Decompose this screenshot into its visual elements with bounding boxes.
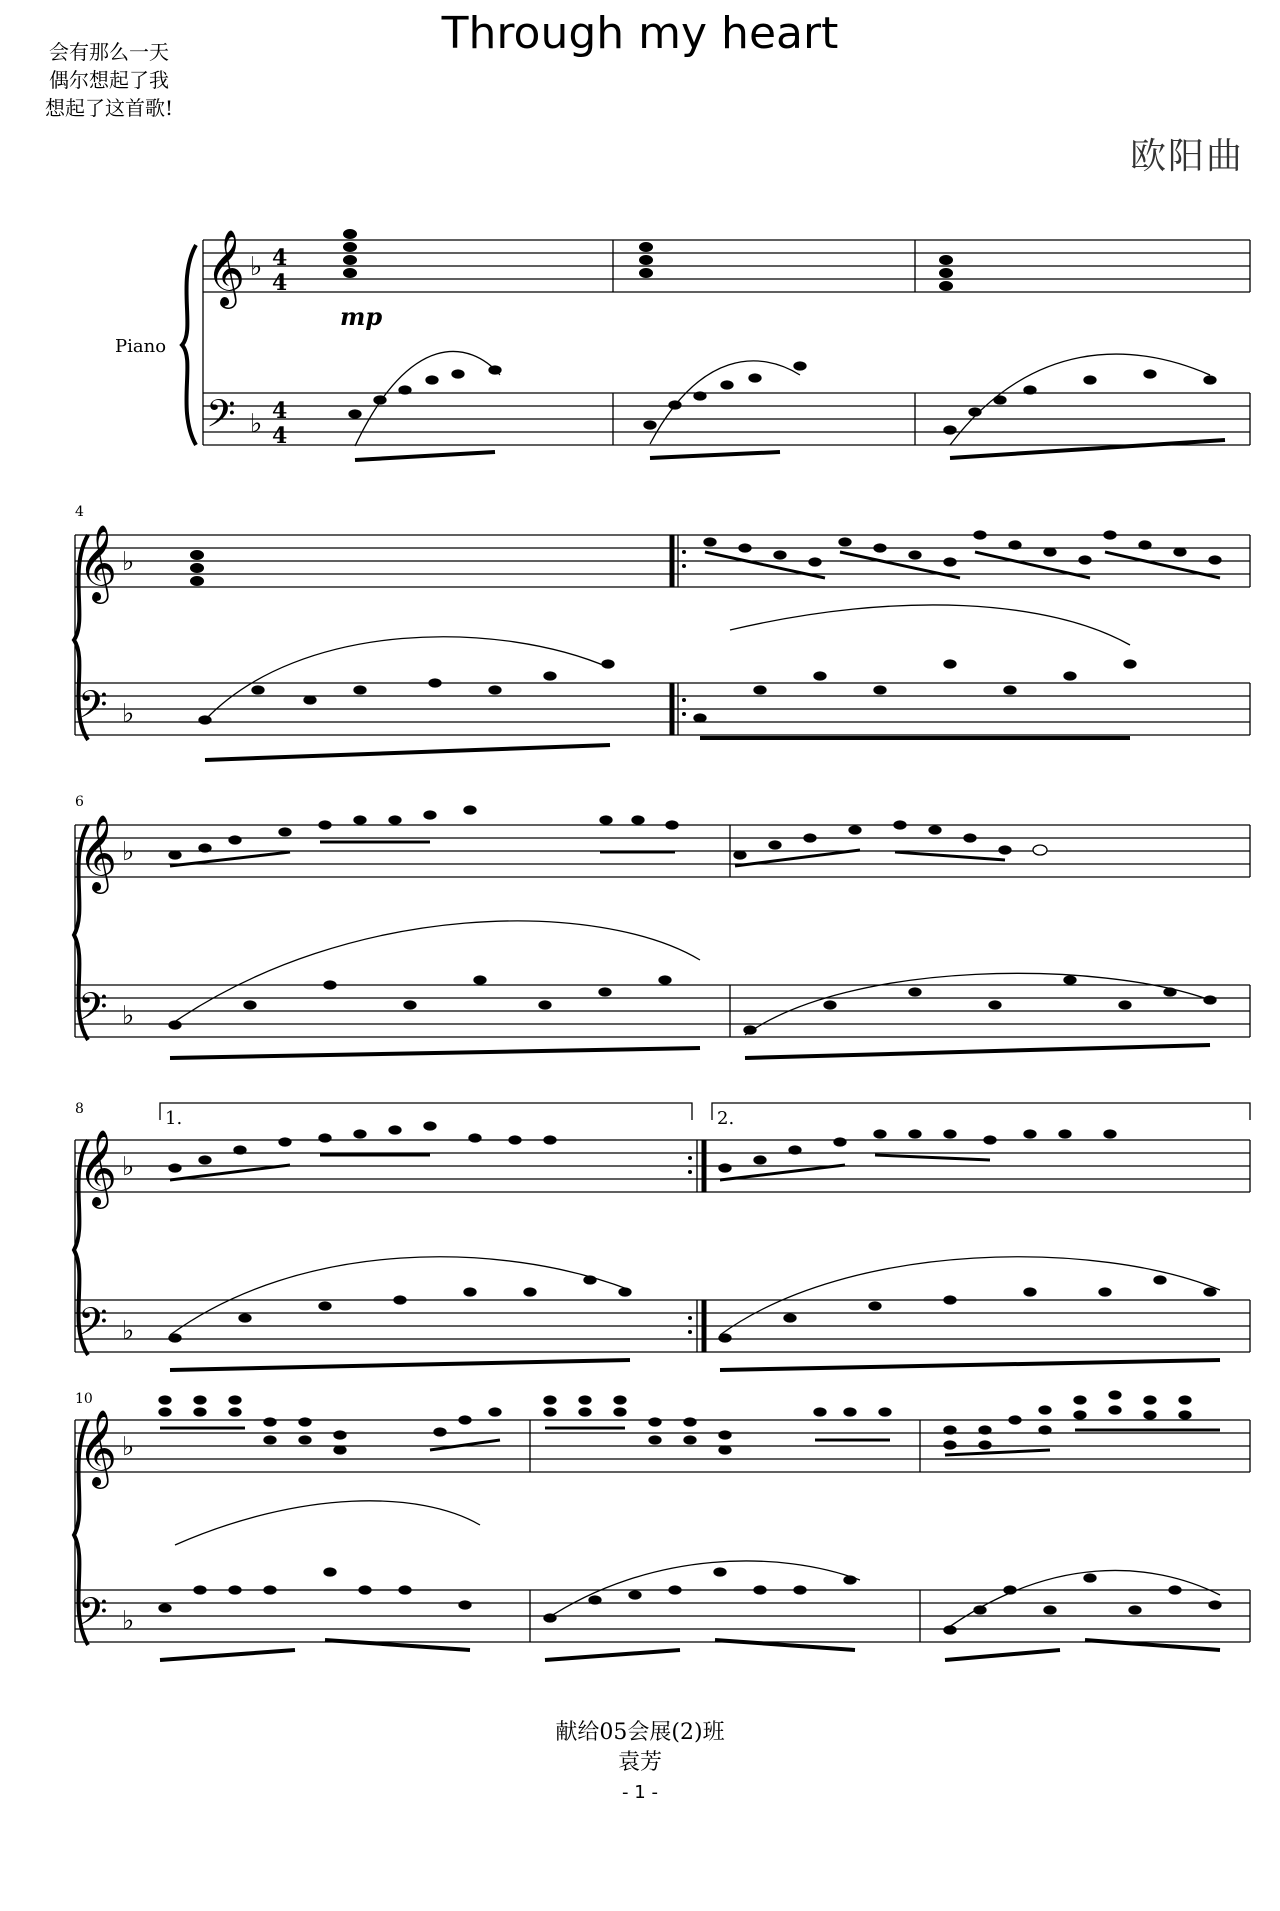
system-2 bbox=[74, 504, 1250, 760]
dedication-line: 想起了这首歌! bbox=[44, 96, 174, 120]
bass-clef-icon: 𝄢 bbox=[78, 1299, 108, 1353]
bass-clef-icon: 𝄢 bbox=[78, 984, 108, 1038]
flat-icon: ♭ bbox=[122, 547, 135, 577]
measure-number: 6 bbox=[75, 794, 84, 810]
time-signature-top: 4 bbox=[272, 398, 288, 424]
flat-icon: ♭ bbox=[122, 699, 135, 729]
dynamic-marking: mp bbox=[340, 302, 383, 331]
flat-icon: ♭ bbox=[122, 1606, 135, 1636]
bass-clef-icon: 𝄢 bbox=[78, 1589, 108, 1643]
flat-icon: ♭ bbox=[122, 837, 135, 867]
instrument-label: Piano bbox=[115, 336, 167, 357]
measure-number: 4 bbox=[75, 504, 84, 520]
flat-icon: ♭ bbox=[122, 1432, 135, 1462]
time-signature-bottom: 4 bbox=[272, 270, 288, 296]
time-signature-top: 4 bbox=[272, 245, 288, 271]
page-number: - 1 - bbox=[622, 1782, 658, 1803]
flat-icon: ♭ bbox=[250, 252, 263, 282]
treble-clef-icon: 𝄞 bbox=[206, 229, 246, 306]
treble-clef-icon: 𝄞 bbox=[78, 524, 118, 601]
volta-2-label: 2. bbox=[717, 1108, 735, 1129]
bass-clef-icon: 𝄢 bbox=[78, 682, 108, 736]
system-1 bbox=[115, 229, 1250, 460]
measure-number: 10 bbox=[75, 1391, 93, 1407]
dedication-line: 会有那么一天 bbox=[49, 40, 169, 64]
flat-icon: ♭ bbox=[122, 1152, 135, 1182]
score-title: Through my heart bbox=[441, 8, 839, 59]
treble-clef-icon: 𝄞 bbox=[78, 1409, 118, 1486]
flat-icon: ♭ bbox=[250, 409, 263, 439]
treble-clef-icon: 𝄞 bbox=[78, 1129, 118, 1206]
volta-1-label: 1. bbox=[165, 1108, 183, 1129]
system-3 bbox=[74, 794, 1250, 1058]
flat-icon: ♭ bbox=[122, 1001, 135, 1031]
system-4 bbox=[74, 1101, 1250, 1370]
page-footer bbox=[0, 1718, 1280, 1808]
treble-clef-icon: 𝄞 bbox=[78, 814, 118, 891]
flat-icon: ♭ bbox=[122, 1316, 135, 1346]
time-signature-bottom: 4 bbox=[272, 423, 288, 449]
dedication-line: 偶尔想起了我 bbox=[49, 68, 169, 92]
measure-number: 8 bbox=[75, 1101, 84, 1117]
dedication-credit: 献给05会展(2)班 bbox=[555, 1720, 725, 1745]
composer-credit: 欧阳曲 bbox=[1129, 136, 1244, 177]
system-5 bbox=[74, 1391, 1250, 1660]
author-credit: 袁芳 bbox=[617, 1750, 662, 1775]
bass-clef-icon: 𝄢 bbox=[206, 391, 236, 445]
